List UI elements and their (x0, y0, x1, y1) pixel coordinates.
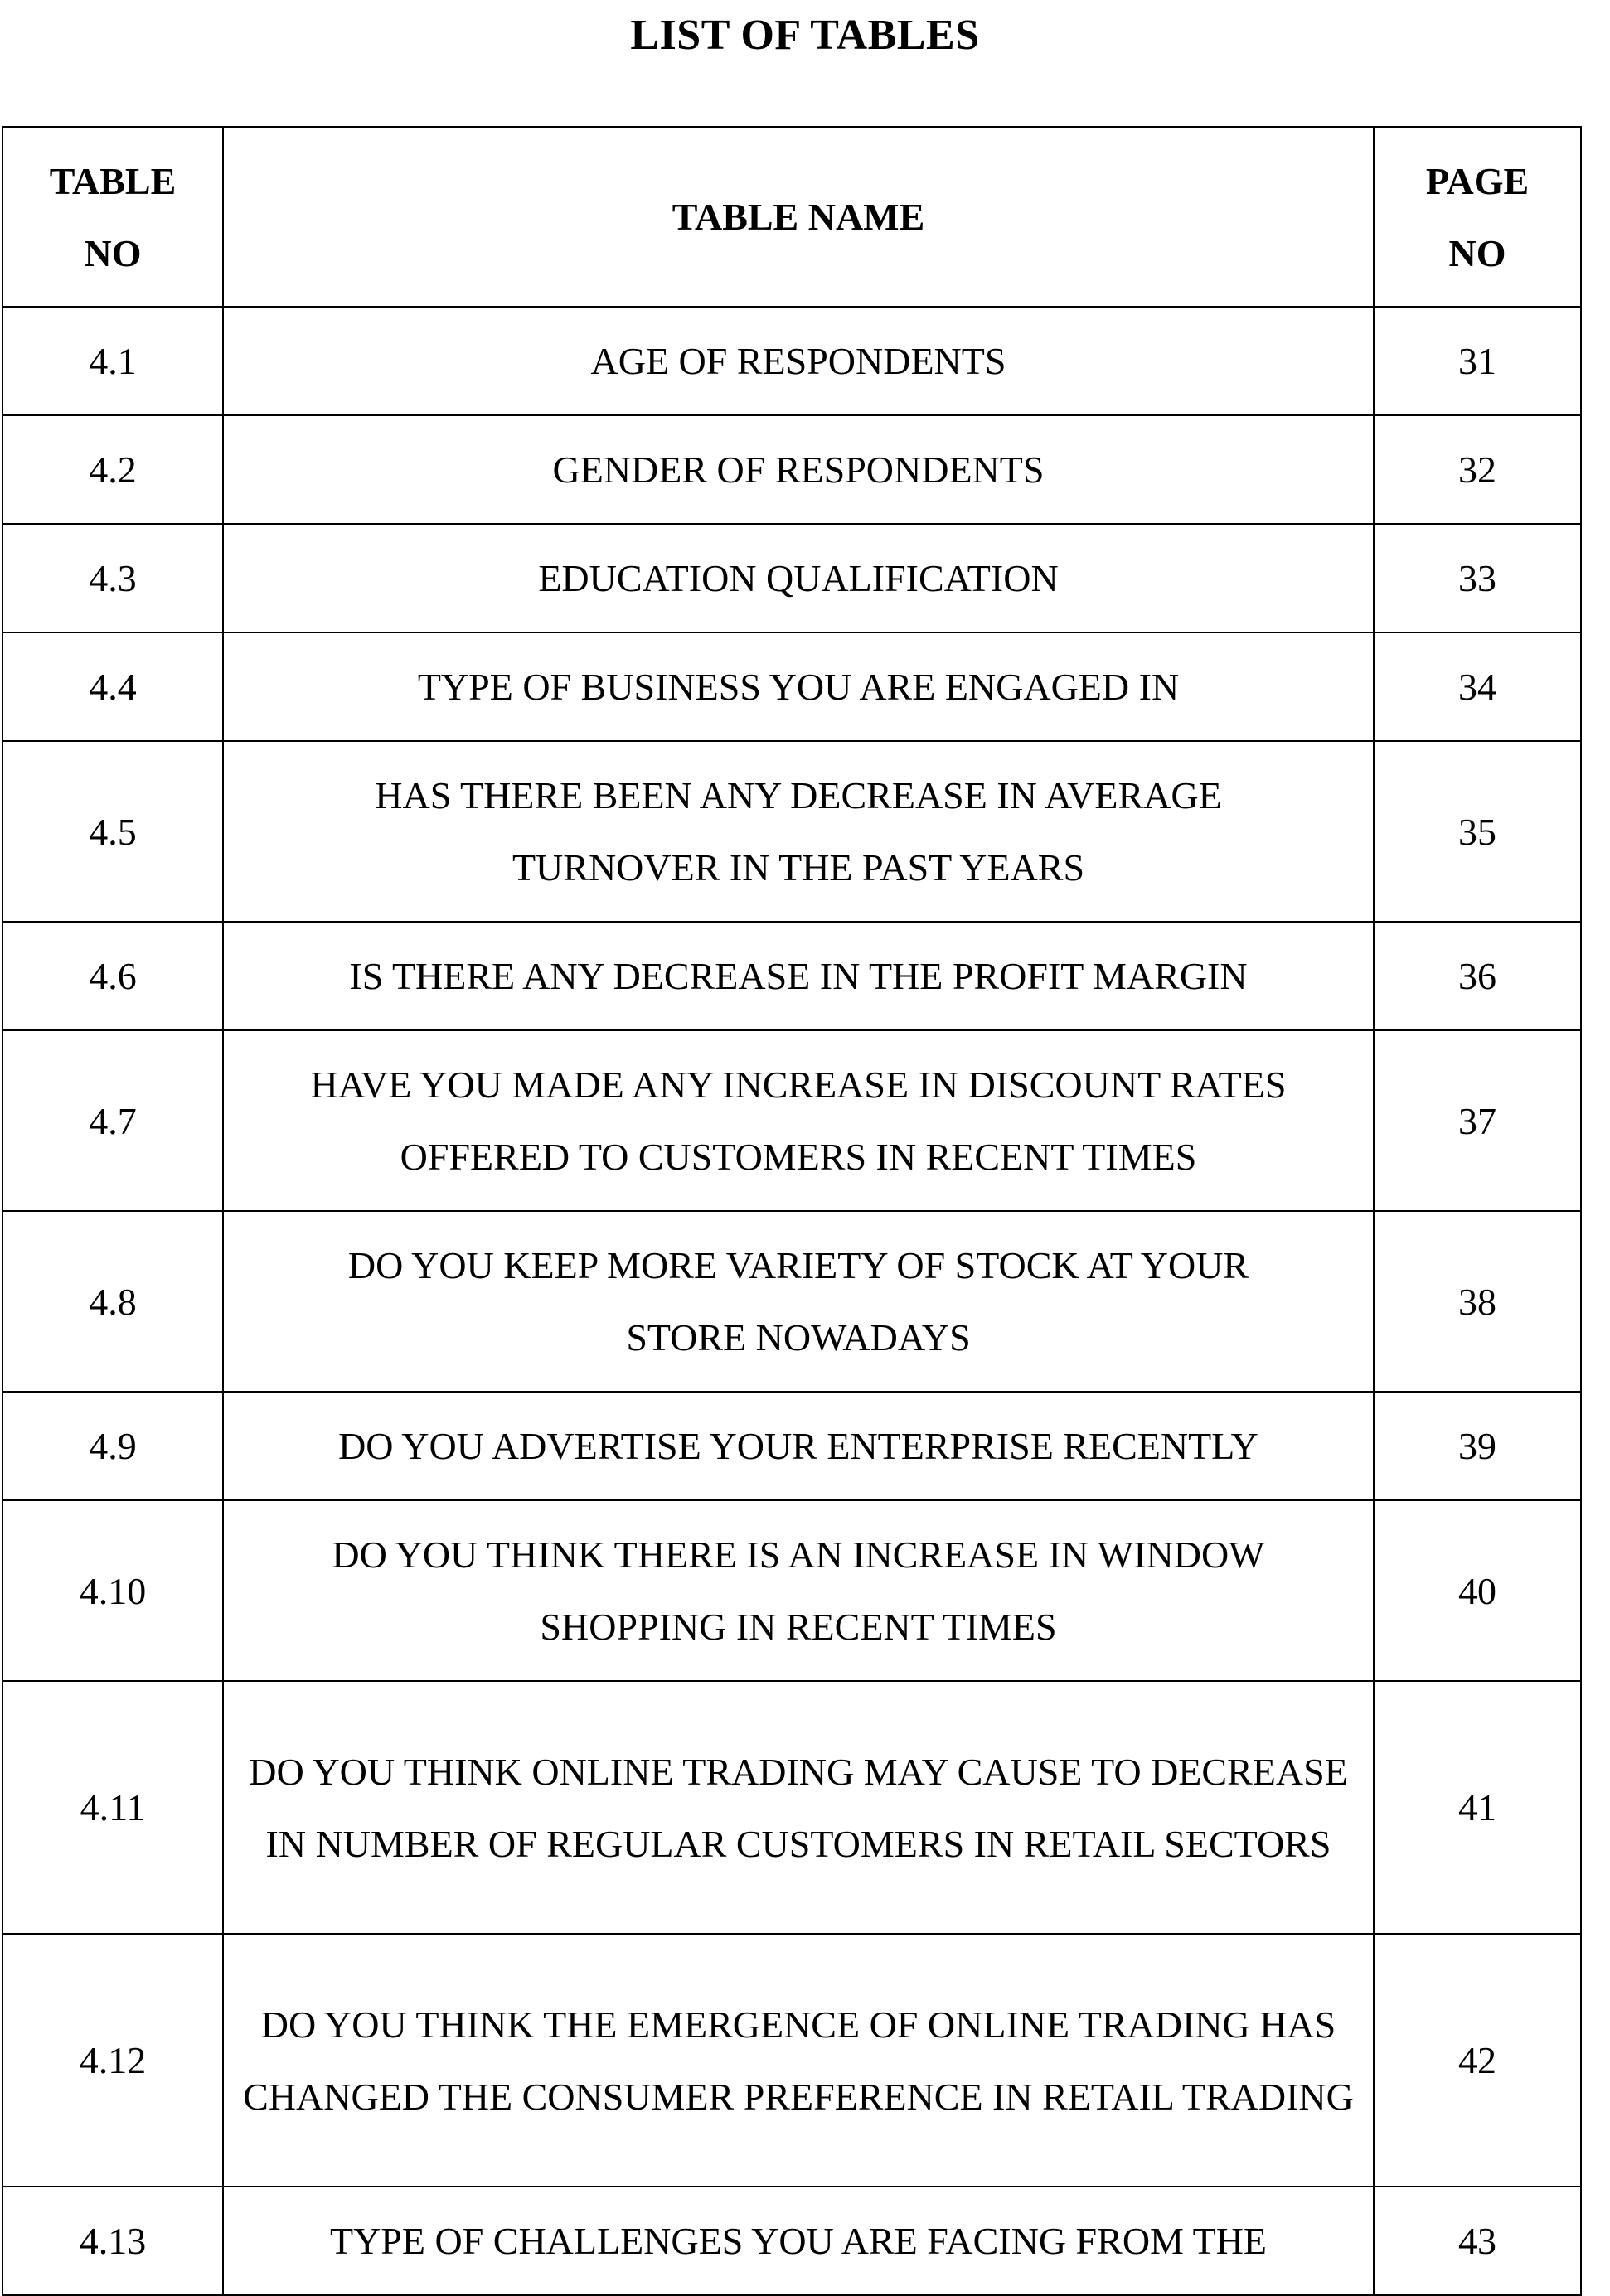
row-table-no: 4.5 (2, 741, 223, 922)
table-row (2, 2187, 1581, 2295)
row-page-no: 41 (1374, 1681, 1581, 1934)
row-table-name: DO YOU KEEP MORE VARIETY OF STOCK AT YOUR STORE NOWADAYS (223, 1211, 1374, 1392)
header-page-no-line1: PAGE (1425, 159, 1530, 202)
header-table-name-label: TABLE NAME (672, 196, 925, 238)
table-row (2, 1030, 1581, 1211)
row-table-name: DO YOU THINK ONLINE TRADING MAY CAUSE TO DECREASE IN NUMBER OF REGULAR CUSTOMERS IN RETAIL SECTORS (223, 1681, 1374, 1934)
row-table-name: TYPE OF BUSINESS YOU ARE ENGAGED IN (223, 632, 1374, 741)
row-page-no: 34 (1374, 632, 1581, 741)
row-page-no: 37 (1374, 1030, 1581, 1211)
header-page-no (1374, 127, 1581, 307)
header-table-name (223, 127, 1374, 307)
header-page-no-line2: NO (1448, 231, 1506, 274)
row-table-no: 4.8 (2, 1211, 223, 1392)
row-table-name: EDUCATION QUALIFICATION (223, 524, 1374, 632)
row-table-no: 4.7 (2, 1030, 223, 1211)
page-title: LIST OF TABLES (630, 12, 980, 59)
row-table-no: 4.4 (2, 632, 223, 741)
row-page-no: 42 (1374, 1934, 1581, 2187)
table-row (2, 741, 1581, 922)
row-table-no: 4.12 (2, 1934, 223, 2187)
list-of-tables (2, 126, 1582, 2296)
table-row (2, 307, 1581, 415)
row-page-no: 38 (1374, 1211, 1581, 1392)
row-table-no: 4.9 (2, 1392, 223, 1500)
row-page-no: 31 (1374, 307, 1581, 415)
row-page-no: 43 (1374, 2187, 1581, 2295)
row-table-no: 4.2 (2, 415, 223, 524)
header-table-no-line1: TABLE (49, 159, 177, 202)
table-row (2, 524, 1581, 632)
table-row (2, 415, 1581, 524)
table-row (2, 1392, 1581, 1500)
row-page-no: 36 (1374, 922, 1581, 1030)
table-row (2, 922, 1581, 1030)
row-table-no: 4.3 (2, 524, 223, 632)
table-header-row (2, 127, 1581, 307)
table-row (2, 1681, 1581, 1934)
row-table-name: GENDER OF RESPONDENTS (223, 415, 1374, 524)
row-page-no: 33 (1374, 524, 1581, 632)
header-table-no (2, 127, 223, 307)
row-table-name: DO YOU ADVERTISE YOUR ENTERPRISE RECENTLY (223, 1392, 1374, 1500)
row-page-no: 35 (1374, 741, 1581, 922)
row-table-no: 4.10 (2, 1500, 223, 1681)
row-table-name: IS THERE ANY DECREASE IN THE PROFIT MARGIN (223, 922, 1374, 1030)
header-table-no-line2: NO (84, 231, 142, 274)
table-row (2, 1500, 1581, 1681)
row-table-name: TYPE OF CHALLENGES YOU ARE FACING FROM THE (223, 2187, 1374, 2295)
row-table-name: HAS THERE BEEN ANY DECREASE IN AVERAGE TURNOVER IN THE PAST YEARS (223, 741, 1374, 922)
row-table-name: DO YOU THINK THE EMERGENCE OF ONLINE TRADING HAS CHANGED THE CONSUMER PREFERENCE IN RETAIL TRADING (223, 1934, 1374, 2187)
table-row (2, 632, 1581, 741)
row-page-no: 39 (1374, 1392, 1581, 1500)
row-table-name: DO YOU THINK THERE IS AN INCREASE IN WINDOW SHOPPING IN RECENT TIMES (223, 1500, 1374, 1681)
table-row (2, 1211, 1581, 1392)
row-table-name: AGE OF RESPONDENTS (223, 307, 1374, 415)
row-table-name: HAVE YOU MADE ANY INCREASE IN DISCOUNT RATES OFFERED TO CUSTOMERS IN RECENT TIMES (223, 1030, 1374, 1211)
row-table-no: 4.6 (2, 922, 223, 1030)
row-page-no: 40 (1374, 1500, 1581, 1681)
row-table-no: 4.1 (2, 307, 223, 415)
table-row (2, 1934, 1581, 2187)
row-page-no: 32 (1374, 415, 1581, 524)
row-table-no: 4.11 (2, 1681, 223, 1934)
row-table-no: 4.13 (2, 2187, 223, 2295)
